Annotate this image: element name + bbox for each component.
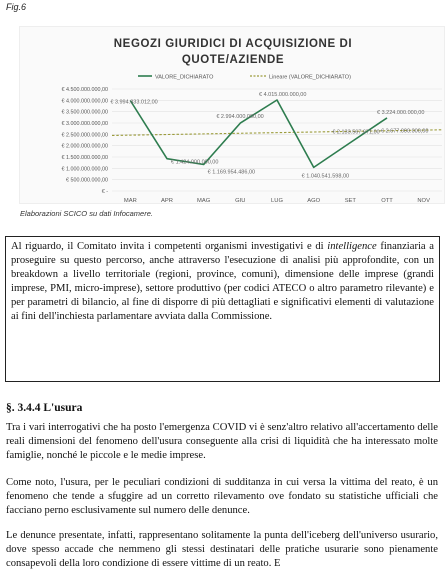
paragraph: Tra i vari interrogativi che ha posto l'emergenza COVID vi è senz'altro relativo all'accertamento delle reali dimensioni del fenomeno dell'usura conseguente alla crisi di liquidità che ha interessato molte famiglie, nonché le piccole e le medie imprese.: [6, 422, 438, 461]
legend-label-series: VALORE_DICHIARATO: [155, 74, 214, 81]
x-tick-label: MAG: [197, 198, 211, 204]
chart-container: [19, 26, 445, 204]
highlight-box: [5, 236, 440, 382]
data-label: € 1.040.541.598,00: [301, 173, 350, 180]
x-tick-label: AGO: [307, 198, 321, 204]
y-tick-label: € 1.000.000.000,00: [61, 166, 108, 173]
data-label: € 2.677.000.000,00: [381, 128, 429, 135]
x-tick-label: MAR: [123, 198, 137, 204]
figure-label: Fig.6: [6, 2, 27, 12]
chart-title: QUOTE/AZIENDE: [181, 54, 285, 66]
section-heading: §. 3.4.4 L'usura: [6, 402, 83, 414]
data-label: € 3.224.000.000,00: [377, 109, 425, 116]
line-chart: [20, 27, 445, 205]
x-tick-label: GIU: [235, 198, 246, 204]
chart-title: NEGOZI GIURIDICI DI ACQUISIZIONE DI: [113, 38, 353, 50]
y-tick-label: € 4.500.000.000,00: [61, 87, 108, 93]
y-tick-label: € 3.000.000.000,00: [61, 121, 108, 127]
data-label: € 1.169.954.486,00: [207, 169, 256, 176]
emphasis: intelligence: [327, 241, 377, 252]
data-label: € 3.994.833.012,00: [110, 99, 158, 106]
y-tick-label: € 3.500.000.000,00: [61, 109, 108, 116]
data-label: € 2.994.000.000,00: [216, 114, 264, 121]
figure-caption: Elaborazioni SCICO su dati Infocamere.: [20, 209, 153, 218]
data-label: € 4.015.000.000,00: [259, 91, 307, 98]
x-tick-label: APR: [161, 198, 173, 204]
y-tick-label: € 4.000.000.000,00: [61, 98, 108, 105]
y-tick-label: € 500.000.000,00: [66, 177, 108, 184]
x-tick-label: OTT: [381, 198, 393, 204]
data-label: € 1.424.000.000,00: [171, 159, 219, 166]
paragraph: Come noto, l'usura, per le peculiari condizioni di sudditanza in cui versa la vittima del reato, è un fenomeno che tende a sfuggire ad un corretto rilevamento ove fondato su statistiche ufficiali che facciano perno esclusivamente sul numero delle denunce.: [6, 477, 438, 516]
data-label: € 2.133.567.671,00: [332, 129, 380, 136]
paragraph: Le denunce presentate, infatti, rappresentano solitamente la punta dell'iceberg dell'universo usurario, dove spesso accade che nemmeno gli stessi destinatari delle pratiche usurarie sono pienamente consapevoli della loro condizione di essere vittime di un reato. E: [6, 530, 438, 569]
y-tick-label: € 1.500.000.000,00: [61, 155, 108, 161]
y-tick-label: € -: [101, 189, 108, 195]
x-tick-label: LUG: [271, 198, 283, 204]
legend-label-trend: Lineare (VALORE_DICHIARATO): [269, 74, 351, 81]
highlight-box-text: Al riguardo, il Comitato invita i competenti organismi investigativi e di intelligence finanziaria a proseguire su questo percorso, anche attraverso l'esecuzione di analisi più approfondite, con un breakdown a livello territoriale (regioni, province, comuni), dimensione delle imprese (grandi imprese, PMI, micro-imprese), settore produttivo (per codici ATECO o altro parametro rilevante) e per parametri di bilancio, al fine di disporre di più dettagliati e significativi elementi di valutazione ai fini dell'inchiesta parlamentare avviata dalla Commissione.: [11, 241, 434, 322]
y-tick-label: € 2.000.000.000,00: [61, 143, 108, 150]
x-tick-label: SET: [344, 198, 356, 204]
y-tick-label: € 2.500.000.000,00: [61, 132, 108, 139]
x-tick-label: NOV: [417, 198, 430, 204]
